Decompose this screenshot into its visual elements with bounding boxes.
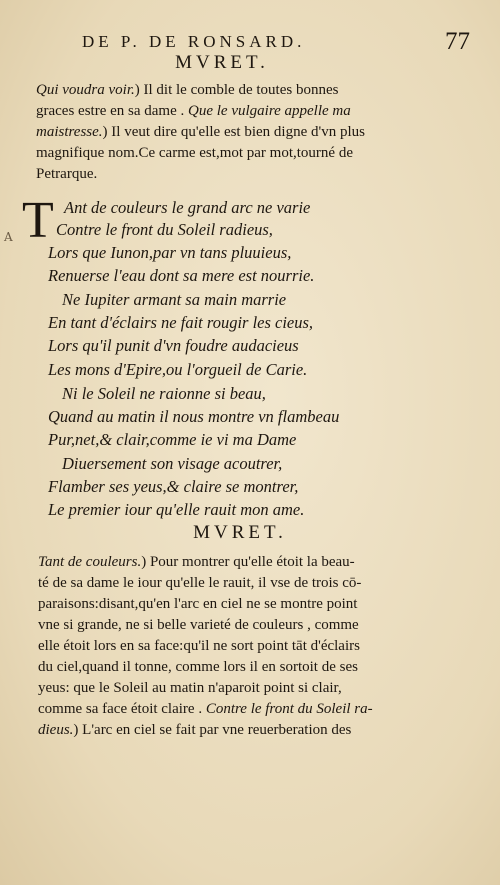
sonnet-verse: Pur,net,& clair,comme ie vi ma Dame	[48, 430, 297, 449]
drop-cap: T	[22, 192, 54, 249]
page-number: 77	[445, 28, 470, 55]
commentary-line	[36, 164, 438, 185]
commentary-top	[36, 80, 438, 185]
sonnet-verse: Ne Iupiter armant sa main marrie	[62, 290, 287, 309]
sonnet-verse: Flamber ses yeus,& claire se montrer,	[48, 477, 299, 496]
commentary-text: comme sa face étoit claire .	[38, 701, 206, 717]
commentary-line	[36, 122, 438, 143]
commentary-line	[38, 573, 438, 594]
commentary-text: Petrarque.	[36, 166, 98, 182]
commentary-bottom	[38, 552, 438, 741]
commentary-line	[36, 101, 438, 122]
commentary-line	[38, 678, 438, 699]
sonnet-verse: Lors que Iunon,par vn tans pluuieus,	[48, 243, 292, 262]
commentary-line	[38, 657, 438, 678]
running-title: DE P. DE RONSARD.	[82, 32, 306, 51]
commentary-text: ) Il veut dire qu'elle est bien digne d'vn plus	[102, 124, 365, 140]
commentary-text: graces estre en sa dame .	[36, 103, 189, 119]
commentary-lemma: dieus.	[38, 722, 74, 738]
sonnet-verse: Lors qu'il punit d'vn foudre audacieus	[48, 336, 299, 355]
commentary-text: ) Pour montrer qu'elle étoit la beau-	[141, 554, 355, 570]
commentary-text: té de sa dame le iour qu'elle le rauit, il vse de trois cō-	[38, 575, 362, 591]
sonnet-verse: Quand au matin il nous montre vn flambeau	[48, 407, 340, 426]
page-header	[40, 30, 480, 54]
commentary-lemma: maistresse.	[36, 124, 103, 140]
sonnet-verse: Les mons d'Epire,ou l'orgueil de Carie.	[48, 360, 308, 379]
sonnet-verse: Le premier iour qu'elle rauit mon ame.	[48, 500, 305, 519]
sonnet-verse: Diuersement son visage acoutrer,	[62, 454, 283, 473]
commentary-heading-bottom: MVRET.	[193, 522, 287, 543]
commentary-line	[36, 143, 438, 164]
commentary-text: ) Il dit le comble de toutes bonnes	[134, 82, 339, 98]
commentary-line	[38, 636, 438, 657]
commentary-text: magnifique nom.Ce carme est,mot par mot,tourné de	[36, 145, 353, 161]
sonnet-verse: Ni le Soleil ne raionne si beau,	[62, 384, 266, 403]
commentary-heading-top: MVRET.	[175, 52, 269, 73]
commentary-lemma: Contre le front du Soleil ra-	[205, 701, 373, 717]
sonnet-verse: Contre le front du Soleil radieus,	[56, 220, 273, 239]
commentary-text: elle étoit lors en sa face:qu'il ne sort point tāt d'éclairs	[38, 638, 360, 654]
sonnet-verse: Renuerse l'eau dont sa mere est nourrie.	[48, 266, 315, 285]
commentary-line	[38, 594, 438, 615]
commentary-text: vne si grande, ne si belle varieté de couleurs , comme	[38, 617, 359, 633]
commentary-line	[38, 720, 438, 741]
commentary-line	[38, 552, 438, 573]
commentary-text: paraisons:disant,qu'en l'arc en ciel ne se montre point	[38, 596, 358, 612]
sonnet-verse: En tant d'éclairs ne fait rougir les cieus,	[48, 313, 314, 332]
commentary-text: du ciel,quand il tonne, comme lors il en sortoit de ses	[38, 659, 358, 675]
commentary-line	[38, 615, 438, 636]
commentary-text: yeus: que le Soleil au matin n'aparoit point si clair,	[38, 680, 342, 696]
commentary-text: ) L'arc en ciel se fait par vne reuerberation des	[73, 722, 352, 738]
commentary-line	[38, 699, 438, 720]
commentary-lemma: Qui voudra voir.	[36, 82, 135, 98]
sonnet-verse: Ant de couleurs le grand arc ne varie	[64, 198, 311, 217]
commentary-lemma: Tant de couleurs.	[38, 554, 142, 570]
commentary-lemma: Que le vulgaire appelle ma	[188, 103, 351, 119]
margin-mark: A	[4, 230, 13, 244]
commentary-line	[36, 80, 438, 101]
